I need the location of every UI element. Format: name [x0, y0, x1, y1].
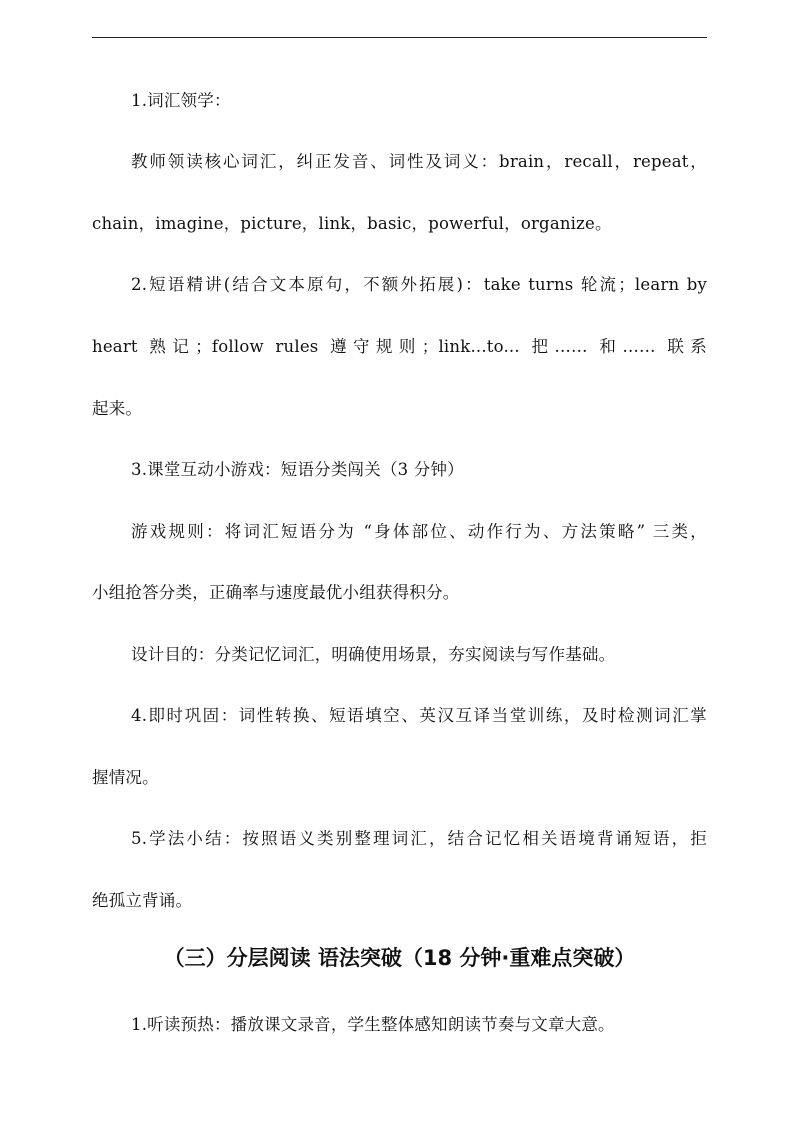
- para-design-purpose: 设计目的：分类记忆词汇，明确使用场景，夯实阅读与写作基础。: [131, 645, 616, 664]
- para-consolidation-line1: 4.即时巩固：词性转换、短语填空、英汉互译当堂训练，及时检测词汇掌: [131, 706, 707, 725]
- para-summary-line2: 绝孤立背诵。: [92, 891, 193, 910]
- para-vocab-title: 1.词汇领学：: [131, 91, 231, 110]
- para-consolidation-line2: 握情况。: [92, 768, 159, 787]
- para-vocab-body-line2: chain，imagine，picture，link，basic，powerful，organize。: [92, 214, 612, 233]
- para-summary-line1: 5.学法小结：按照语义类别整理词汇，结合记忆相关语境背诵短语，拒: [131, 829, 707, 848]
- section-heading: （三）分层阅读 语法突破（18 分钟·重难点突破）: [163, 946, 636, 970]
- para-phrases-line1: 2.短语精讲(结合文本原句，不额外拓展)：take turns 轮流；learn by: [131, 275, 707, 294]
- para-vocab-body-line1: 教师领读核心词汇，纠正发音、词性及词义：brain，recall，repeat，: [131, 152, 707, 171]
- para-game-rules-line2: 小组抢答分类，正确率与速度最优小组获得积分。: [92, 583, 460, 602]
- para-game-rules-line1: 游戏规则：将词汇短语分为 “身体部位、动作行为、方法策略” 三类，: [131, 522, 707, 541]
- para-listening-warmup: 1.听读预热：播放课文录音，学生整体感知朗读节奏与文章大意。: [131, 1015, 615, 1034]
- para-game-title: 3.课堂互动小游戏：短语分类闯关（3 分钟）: [131, 460, 464, 479]
- para-phrases-line2: heart 熟记；follow rules 遵守规则；link...to... 把…… 和…… 联系: [92, 337, 707, 356]
- header-rule: [92, 37, 707, 38]
- para-phrases-line3: 起来。: [92, 399, 143, 418]
